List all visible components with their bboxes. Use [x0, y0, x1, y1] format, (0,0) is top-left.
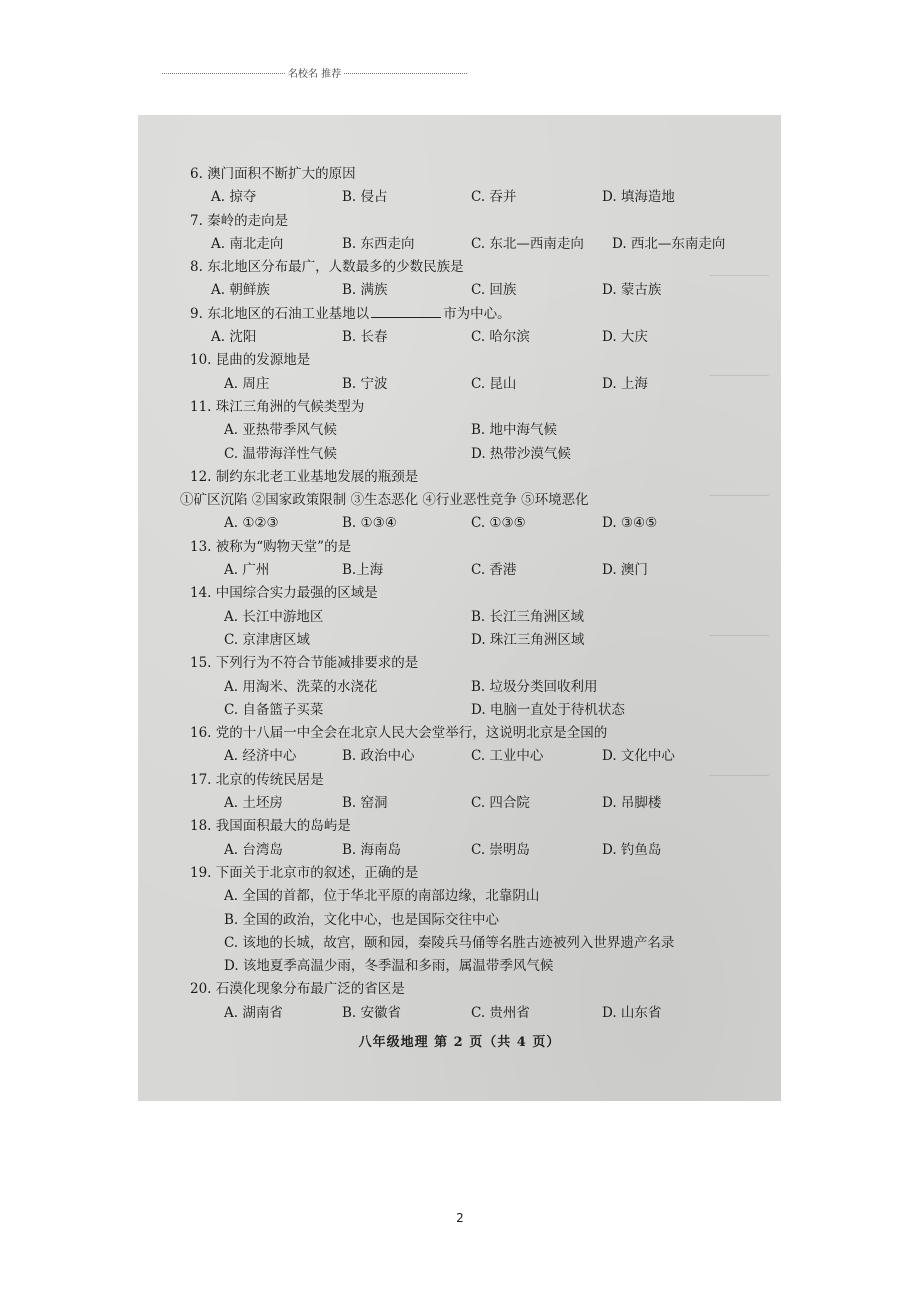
option-c: C. 温带海洋性气候 [224, 445, 337, 462]
option-a: A. 广州 [224, 562, 270, 579]
option-c: C. ①③⑤ [471, 515, 526, 532]
question-number: 16. [190, 725, 212, 742]
option-a: A. 湖南省 [224, 1004, 283, 1021]
question-text: 昆曲的发源地是 [215, 352, 311, 369]
option-row [190, 326, 770, 349]
question-stem [190, 536, 770, 559]
option-c: C. 京津唐区域 [224, 631, 310, 648]
option-row [190, 699, 770, 722]
option-row [190, 885, 770, 908]
option-d: D. 珠江三角洲区域 [471, 631, 585, 648]
option-b: B. 满族 [342, 282, 388, 299]
option-a: A. 长江中游地区 [224, 608, 324, 625]
question-text: 东北地区分布最广，人数最多的少数民族是 [207, 259, 464, 276]
question-text: 我国面积最大的岛屿是 [215, 818, 351, 835]
question-number: 7. [190, 212, 203, 229]
option-b: B. 长江三角洲区域 [471, 608, 585, 625]
question-stem [190, 652, 770, 675]
option-row [190, 233, 770, 256]
question-text: 中国综合实力最强的区域是 [215, 585, 378, 602]
question-text: 党的十八届一中全会在北京人民大会堂举行，这说明北京是全国的 [215, 725, 608, 742]
page-header [162, 64, 467, 80]
option-b: B. 海南岛 [342, 841, 402, 858]
question-text: 下面关于北京市的叙述，正确的是 [215, 864, 419, 881]
option-a: A. 亚热带季风气候 [224, 422, 337, 439]
question-number: 18. [190, 818, 212, 835]
option-b: B. 垃圾分类回收利用 [471, 678, 598, 695]
option-row [190, 419, 770, 442]
option-b: B. 东西走向 [342, 235, 415, 252]
option-row [190, 373, 770, 396]
bleed-through-mark [709, 495, 769, 496]
scanned-exam-page [138, 115, 781, 1101]
question-number: 12. [190, 468, 212, 485]
header-dotted-line-right [344, 73, 467, 74]
question-number: 19. [190, 864, 212, 881]
option-b: B. 全国的政治，文化中心，也是国际交往中心 [224, 911, 500, 928]
option-d: D. 填海造地 [602, 189, 675, 206]
question-stem [190, 769, 770, 792]
question-number: 20. [190, 981, 212, 998]
question-number: 9. [190, 305, 203, 322]
option-a: A. 沈阳 [211, 329, 257, 346]
question-text: 澳门面积不断扩大的原因 [207, 166, 356, 182]
question-stem [190, 396, 770, 419]
question-stem [190, 163, 770, 186]
question-stem [190, 582, 770, 605]
option-d: D. 吊脚楼 [602, 795, 662, 812]
option-c: C. 该地的长城，故宫，颐和园，秦陵兵马俑等名胜古迹被列入世界遗产名录 [224, 934, 675, 951]
option-c: C. 回族 [471, 282, 517, 299]
option-a: A. 周庄 [224, 375, 270, 392]
option-d: D. 蒙古族 [602, 282, 662, 299]
question-number: 13. [190, 538, 212, 555]
question-stem [190, 466, 770, 489]
question-number: 6. [190, 166, 203, 182]
option-d: D. 该地夏季高温少雨，冬季温和多雨，属温带季风气候 [224, 958, 554, 975]
question-stem [190, 862, 770, 885]
option-row [190, 932, 770, 955]
question-number: 8. [190, 259, 203, 276]
question-text: 下列行为不符合节能减排要求的是 [215, 655, 419, 672]
option-row [190, 909, 770, 932]
question-text: 石漠化现象分布最广泛的省区是 [215, 981, 405, 998]
option-a: A. 经济中心 [224, 748, 297, 765]
question-stem [190, 303, 770, 326]
option-b: B. 宁波 [342, 375, 388, 392]
question-number: 15. [190, 655, 212, 672]
option-b: B. 政治中心 [342, 748, 415, 765]
option-row [190, 955, 770, 978]
option-d: D. 西北—东南走向 [612, 235, 726, 252]
option-d: D. 文化中心 [602, 748, 675, 765]
option-c: C. 东北—西南走向 [471, 235, 584, 252]
option-b: B. ①③④ [342, 515, 397, 532]
fill-in-blank [371, 303, 441, 318]
option-row [190, 1002, 770, 1025]
option-row [190, 745, 770, 768]
option-d: D. 钓鱼岛 [602, 841, 662, 858]
bleed-through-mark [709, 775, 769, 776]
option-row [190, 443, 770, 466]
question-number: 10. [190, 352, 212, 369]
option-c: C. 贵州省 [471, 1004, 530, 1021]
option-a: A. 台湾岛 [224, 841, 283, 858]
option-row [190, 629, 770, 652]
option-a: A. 用淘米、洗菜的水浇花 [224, 678, 378, 695]
option-a: A. 朝鲜族 [211, 282, 270, 299]
option-d: D. 大庆 [602, 329, 648, 346]
question-text: 北京的传统民居是 [215, 771, 324, 788]
option-a: A. 土坯房 [224, 795, 283, 812]
bleed-through-mark [709, 275, 769, 276]
question-number: 11. [190, 398, 212, 415]
question-stem [190, 256, 770, 279]
option-a: A. 南北走向 [211, 235, 284, 252]
question-number: 14. [190, 585, 212, 602]
option-b: B.上海 [342, 562, 384, 579]
question-stem [190, 210, 770, 233]
option-row [190, 279, 770, 302]
question-number: 17. [190, 771, 212, 788]
question-text-suffix: 市为中心。 [443, 305, 511, 322]
option-a: A. 全国的首都，位于华北平原的南部边缘，北靠阴山 [224, 888, 540, 905]
option-c: C. 吞并 [471, 189, 517, 206]
bleed-through-mark [709, 635, 769, 636]
question-text: 秦岭的走向是 [207, 212, 289, 229]
option-row [190, 606, 770, 629]
exam-page-footer: 八年级地理 第 2 页（共 4 页） [358, 1035, 561, 1050]
option-row [190, 676, 770, 699]
option-row [190, 559, 770, 582]
option-a: A. 掠夺 [211, 189, 257, 206]
option-b: B. 侵占 [342, 189, 388, 206]
bleed-through-mark [709, 375, 769, 376]
question-text: 珠江三角洲的气候类型为 [215, 398, 365, 415]
option-c: C. 崇明岛 [471, 841, 530, 858]
question-choices-list: ①矿区沉陷 ②国家政策限制 ③生态恶化 ④行业恶性竞争 ⑤环境恶化 [180, 492, 589, 509]
option-d: D. 上海 [602, 375, 648, 392]
option-c: C. 四合院 [471, 795, 530, 812]
header-text: 名校名 推荐 [287, 68, 342, 80]
question-list [180, 163, 770, 1025]
option-d: D. 山东省 [602, 1004, 662, 1021]
option-row [190, 186, 770, 209]
option-b: B. 长春 [342, 329, 388, 346]
option-b: B. 地中海气候 [471, 422, 558, 439]
option-row [190, 792, 770, 815]
option-d: D. 澳门 [602, 562, 648, 579]
option-c: C. 工业中心 [471, 748, 544, 765]
question-stem [190, 349, 770, 372]
option-row [190, 512, 770, 535]
question-text: 被称为“购物天堂”的是 [215, 538, 352, 555]
option-c: C. 香港 [471, 562, 517, 579]
option-c: C. 哈尔滨 [471, 329, 530, 346]
option-c: C. 昆山 [471, 375, 517, 392]
page-number: 2 [456, 1211, 464, 1225]
option-b: B. 安徽省 [342, 1004, 402, 1021]
header-dotted-line-left [162, 73, 285, 74]
question-text: 制约东北老工业基地发展的瓶颈是 [215, 468, 419, 485]
question-text: 东北地区的石油工业基地以 [207, 305, 370, 322]
question-stem [190, 815, 770, 838]
option-b: B. 窑洞 [342, 795, 388, 812]
option-d: D. ③④⑤ [602, 515, 658, 532]
option-a: A. ①②③ [224, 515, 279, 532]
question-stem [190, 722, 770, 745]
option-d: D. 电脑一直处于待机状态 [471, 701, 625, 718]
option-d: D. 热带沙漠气候 [471, 445, 571, 462]
option-row [190, 839, 770, 862]
question-stem [190, 978, 770, 1001]
option-c: C. 自备篮子买菜 [224, 701, 324, 718]
